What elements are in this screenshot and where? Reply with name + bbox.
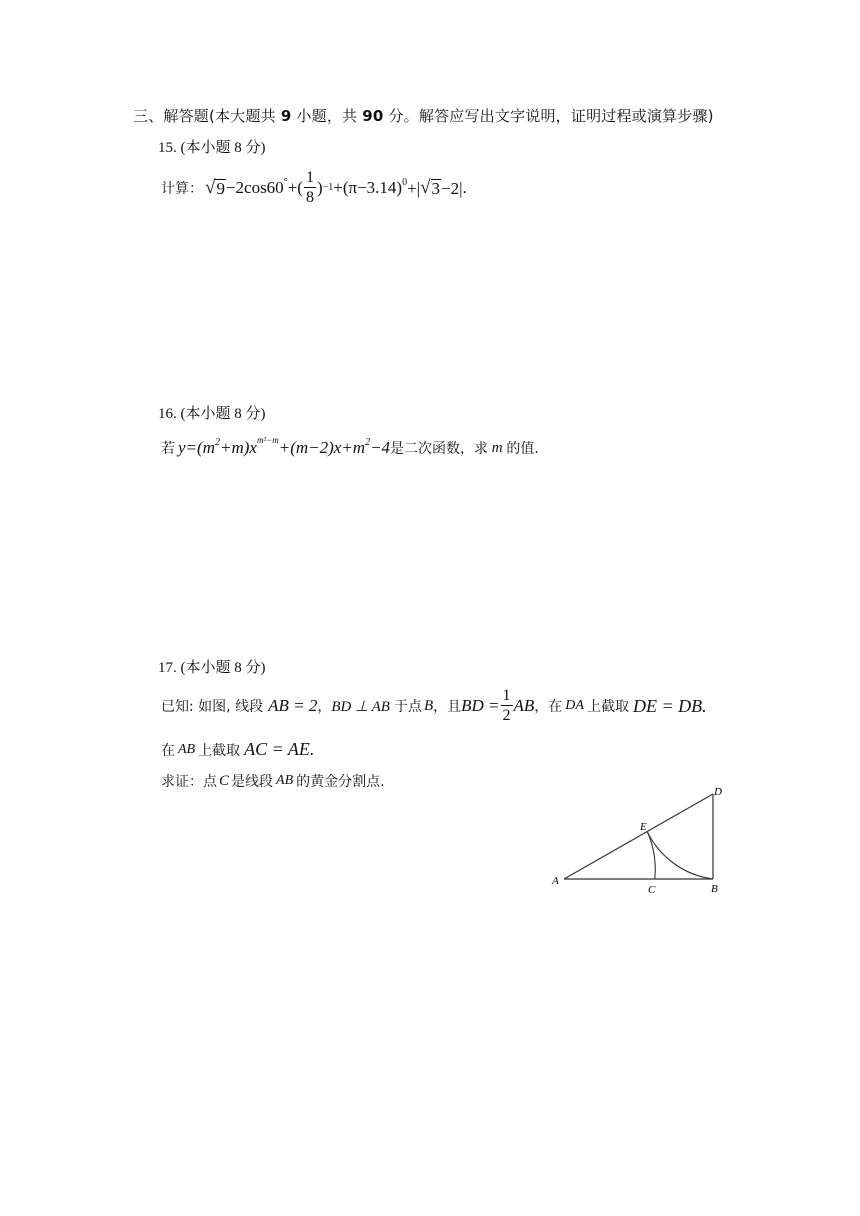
q15-term-abs: +| √ 3 −2| [407, 177, 463, 199]
label-B: B [711, 883, 718, 895]
label-C: C [648, 884, 656, 896]
segment-AD [564, 794, 713, 879]
total-points: 90 [362, 107, 384, 125]
section-title-post: 分。解答应写出文字说明，证明过程或演算步骤) [383, 107, 714, 125]
q17-header: 17. (本小题 8 分) [158, 660, 266, 676]
q15-prefix: 计算： [161, 181, 203, 197]
q16-header: 16. (本小题 8 分) [158, 406, 266, 422]
q17-given-line2: 在 AB 上截取 AC = AE. [161, 739, 315, 759]
q16-prefix: 若 [161, 441, 175, 457]
label-D: D [714, 786, 722, 798]
q16-function: $y=(m^2+m)x^{m^2-m}+(m-2)x+m^2-4$ [178, 435, 391, 457]
label-A: A [552, 875, 559, 887]
q15-sqrt3: √ 3 [420, 177, 441, 199]
section-title-pre: 三、解答题(本大题共 [133, 107, 281, 125]
q16-var-m: m [488, 439, 507, 456]
q15-end: . [462, 178, 467, 197]
q16-statement [161, 435, 539, 458]
q15-term-frac: +( $\frac{1}{8}$ ) −1 [287, 169, 334, 206]
q15-term-pi: $+(\pi-3.14)^0$ [333, 177, 408, 197]
q15-fraction: $\frac{1}{8}$ [305, 169, 314, 206]
question-count: 9 [280, 107, 292, 125]
section-title [133, 105, 714, 126]
q15-term-cos: −2cos60° [225, 177, 288, 197]
section-title-mid: 小题，共 [291, 107, 363, 125]
q16-suffix-end: 的值. [506, 441, 539, 457]
q17-prove-line: 求证：点 C 是线段 AB 的黄金分割点. [161, 772, 385, 790]
q17-given-line1: 已知: 如图, 线段 AB = 2 ， BD ⊥ AB 于点 B ，且 BD = $\frac{1}{2}$ AB ，在 DA 上截取 DE = DB. [161, 687, 707, 724]
label-E: E [640, 821, 647, 833]
q16-suffix: 是二次函数，求 [390, 441, 489, 457]
q15-sqrt9: √ 9 [205, 177, 225, 199]
q15-expression [161, 170, 467, 206]
golden-section-figure [548, 780, 748, 900]
arc-EB [647, 832, 713, 879]
q17-fraction-half: $\frac{1}{2}$ [502, 687, 511, 724]
q15-header: 15. (本小题 8 分) [158, 140, 266, 156]
